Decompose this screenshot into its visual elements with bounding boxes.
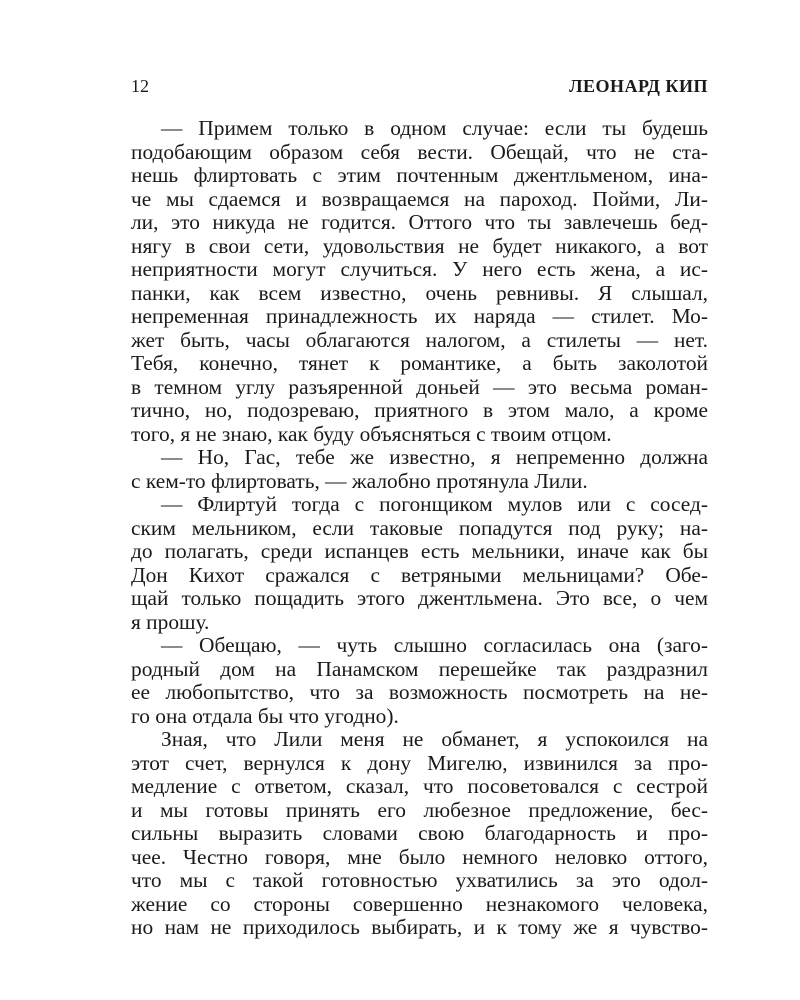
- text-line: жет быть, часы облагаются налогом, а стилеты — нет.: [131, 328, 708, 352]
- text-line: — Обещаю, — чуть слышно согласилась она (заго-: [161, 634, 708, 657]
- text-line: и мы готовы принять его любезное предложение, бес-: [131, 798, 708, 822]
- text-line: чее. Честно говоря, мне было немного неловко оттого,: [131, 845, 708, 869]
- text-line: че мы сдаемся и возвращаемся на пароход. Пойми, Ли-: [131, 187, 708, 211]
- text-line: панки, как всем известно, очень ревнивы. Я слышал,: [131, 281, 708, 305]
- text-line: Зная, что Лили меня не обманет, я успокоился на: [161, 728, 708, 751]
- text-line: этот счет, вернулся к дону Мигелю, извинился за про-: [131, 751, 708, 775]
- page-header: [131, 74, 708, 98]
- text-line: с кем-то флиртовать, — жалобно протянула Лили.: [131, 469, 588, 493]
- text-line: непременная принадлежность их наряда — стилет. Мо-: [131, 305, 708, 328]
- text-line: подобающим образом себя вести. Обещай, что не ста-: [131, 140, 708, 164]
- page-number: 12: [131, 76, 149, 96]
- text-line: я прошу.: [131, 610, 210, 634]
- text-line: тично, но, подозреваю, приятного в этом мало, а кроме: [131, 399, 708, 422]
- body-text: [131, 117, 708, 940]
- text-line: до полагать, среди испанцев есть мельники, иначе как бы: [131, 540, 708, 563]
- text-line: нешь флиртовать с этим почтенным джентльменом, ина-: [131, 164, 708, 187]
- text-line: но нам не приходилось выбирать, и к тому же я чувство-: [131, 916, 708, 939]
- text-line: нягу в свои сети, удовольствия не будет никакого, а вот: [131, 234, 708, 258]
- text-line: неприятности могут случиться. У него есть жена, а ис-: [131, 258, 708, 281]
- text-line: того, я не знаю, как буду объясняться с твоим отцом.: [131, 422, 612, 446]
- text-line: — Флиртуй тогда с погонщиком мулов или с сосед-: [161, 493, 708, 516]
- text-line: ли, это никуда не годится. Оттого что ты завлечешь бед-: [131, 211, 708, 234]
- text-line: ее любопытство, что за возможность посмотреть на не-: [131, 681, 708, 704]
- text-line: сильны выразить словами свою благодарность и про-: [131, 822, 708, 845]
- text-line: го она отдала бы что угодно).: [131, 704, 399, 728]
- text-line: Дон Кихот сражался с ветряными мельницами? Обе-: [131, 563, 708, 587]
- text-line: Тебя, конечно, тянет к романтике, а быть заколотой: [131, 352, 708, 375]
- text-line: что мы с такой готовностью ухватились за это одол-: [131, 869, 708, 892]
- text-line: родный дом на Панамском перешейке так раздразнил: [131, 657, 708, 681]
- text-line: в темном углу разъяренной доньей — это весьма роман-: [131, 375, 708, 399]
- text-line: медление с ответом, сказал, что посоветовался с сестрой: [131, 775, 708, 798]
- text-line: — Примем только в одном случае: если ты будешь: [161, 117, 708, 140]
- text-line: — Но, Гас, тебе же известно, я непременно должна: [161, 446, 708, 469]
- text-line: жение со стороны совершенно незнакомого человека,: [131, 892, 708, 916]
- text-line: ским мельником, если таковые попадутся под руку; на-: [131, 516, 708, 540]
- running-title: ЛЕОНАРД КИП: [569, 76, 708, 96]
- text-line: щай только пощадить этого джентльмена. Это все, о чем: [131, 587, 708, 610]
